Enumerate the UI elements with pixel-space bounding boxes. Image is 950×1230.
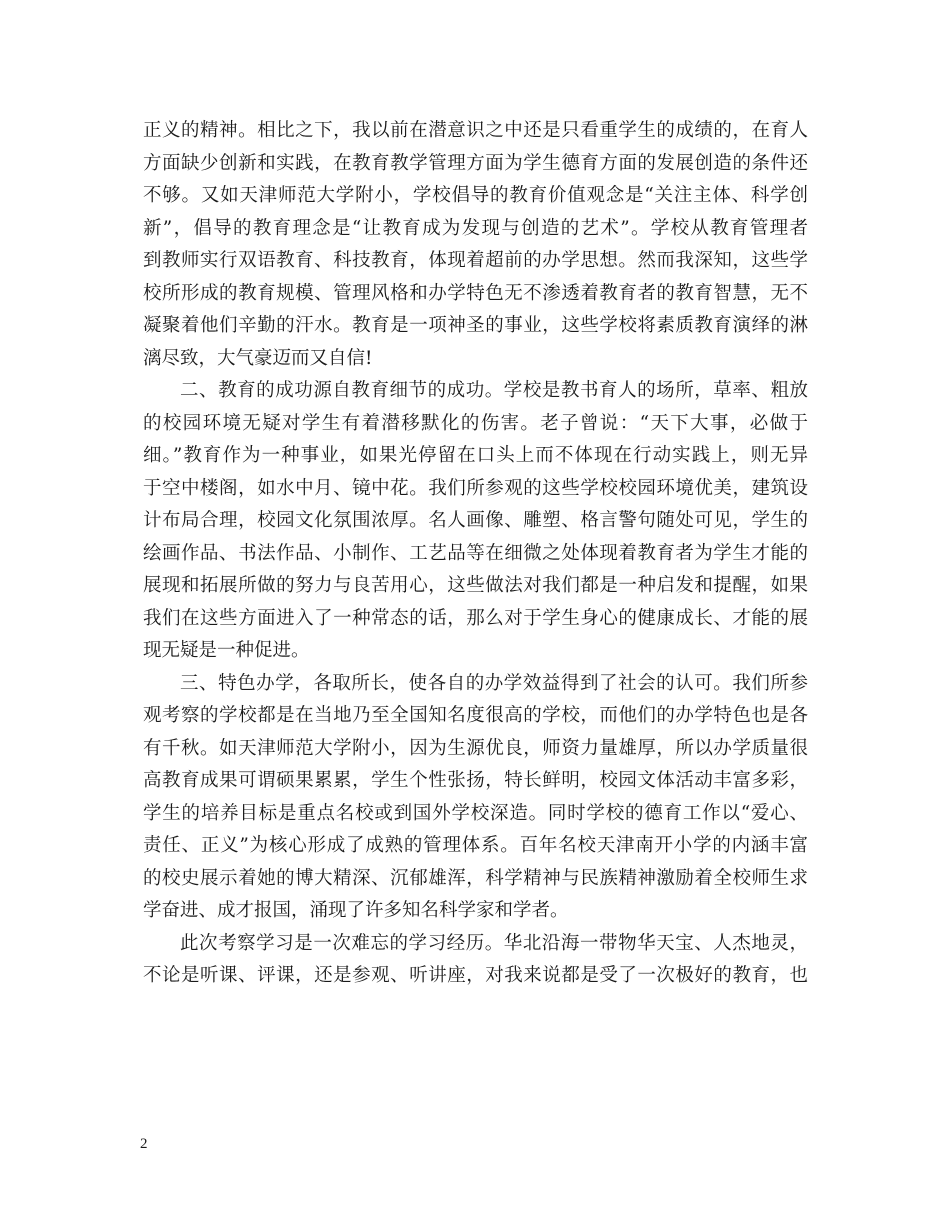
text-line: 有千秋。如天津师范大学附小，因为生源优良，师资力量雄厚，所以办学质量很: [143, 737, 808, 759]
paragraph-1: [143, 115, 808, 375]
text-line: 校所形成的教育规模、管理风格和办学特色无不渗透着教育者的教育智慧，无不: [143, 282, 808, 304]
text-line: 绘画作品、书法作品、小制作、工艺品等在细微之处体现着教育者为学生才能的: [143, 542, 808, 564]
text-line: 不够。又如天津师范大学附小，学校倡导的教育价值观念是“关注主体、科学创: [143, 185, 808, 206]
text-line: 的校园环境无疑对学生有着潜移默化的伤害。老子曾说：“天下大事，必做于: [143, 412, 808, 434]
paragraph-3: [143, 668, 808, 928]
paragraph-2: [143, 375, 808, 668]
text-line: 学生的培养目标是重点名校或到国外学校深造。同时学校的德育工作以“爱心、: [143, 802, 808, 824]
text-line: 方面缺少创新和实践，在教育教学管理方面为学生德育方面的发展创造的条件还: [143, 152, 808, 174]
text-line: 漓尽致，大气豪迈而又自信!: [143, 347, 373, 369]
paragraph-4: [143, 928, 808, 993]
text-line: 三、特色办学，各取所长，使各自的办学效益得到了社会的认可。我们所参: [180, 672, 808, 694]
text-line: 的校史展示着她的博大精深、沉郁雄浑，科学精神与民族精神激励着全校师生求: [143, 867, 808, 889]
text-line: 高教育成果可谓硕果累累，学生个性张扬，特长鲜明，校园文体活动丰富多彩，: [143, 770, 808, 791]
text-line: 我们在这些方面进入了一种常态的话，那么对于学生身心的健康成长、才能的展: [143, 607, 808, 629]
text-line: 责任、正义”为核心形成了成熟的管理体系。百年名校天津南开小学的内涵丰富: [143, 835, 808, 856]
text-line: 于空中楼阁，如水中月、镜中花。我们所参观的这些学校校园环境优美，建筑设: [143, 477, 808, 499]
text-line: 展现和拓展所做的努力与良苦用心，这些做法对我们都是一种启发和提醒，如果: [143, 575, 808, 596]
text-line: 细。”教育作为一种事业，如果光停留在口头上而不体现在行动实践上，则无异: [143, 445, 808, 466]
text-line: 计布局合理，校园文化氛围浓厚。名人画像、雕塑、格言警句随处可见，学生的: [143, 510, 808, 531]
page-number: 2: [140, 1136, 148, 1152]
text-line: 观考察的学校都是在当地乃至全国知名度很高的学校，而他们的办学特色也是各: [143, 705, 808, 726]
text-line: 现无疑是一种促进。: [143, 640, 310, 661]
body-text: [143, 115, 808, 993]
text-line: 此次考察学习是一次难忘的学习经历。华北沿海一带物华天宝、人杰地灵，: [180, 932, 808, 954]
text-line: 学奋进、成才报国，涌现了许多知名科学家和学者。: [143, 900, 569, 921]
text-line: 到教师实行双语教育、科技教育，体现着超前的办学思想。然而我深知，这些学: [143, 250, 808, 271]
text-line: 不论是听课、评课，还是参观、听讲座，对我来说都是受了一次极好的教育，也: [143, 965, 808, 986]
text-line: 二、教育的成功源自教育细节的成功。学校是教书育人的场所，草率、粗放: [180, 380, 808, 401]
text-line: 凝聚着他们辛勤的汗水。教育是一项神圣的事业，这些学校将素质教育演绎的淋: [143, 315, 808, 336]
text-line: 新”，倡导的教育理念是“让教育成为发现与创造的艺术”。学校从教育管理者: [143, 217, 808, 239]
text-line: 正义的精神。相比之下，我以前在潜意识之中还是只看重学生的成绩的，在育人: [143, 120, 808, 141]
